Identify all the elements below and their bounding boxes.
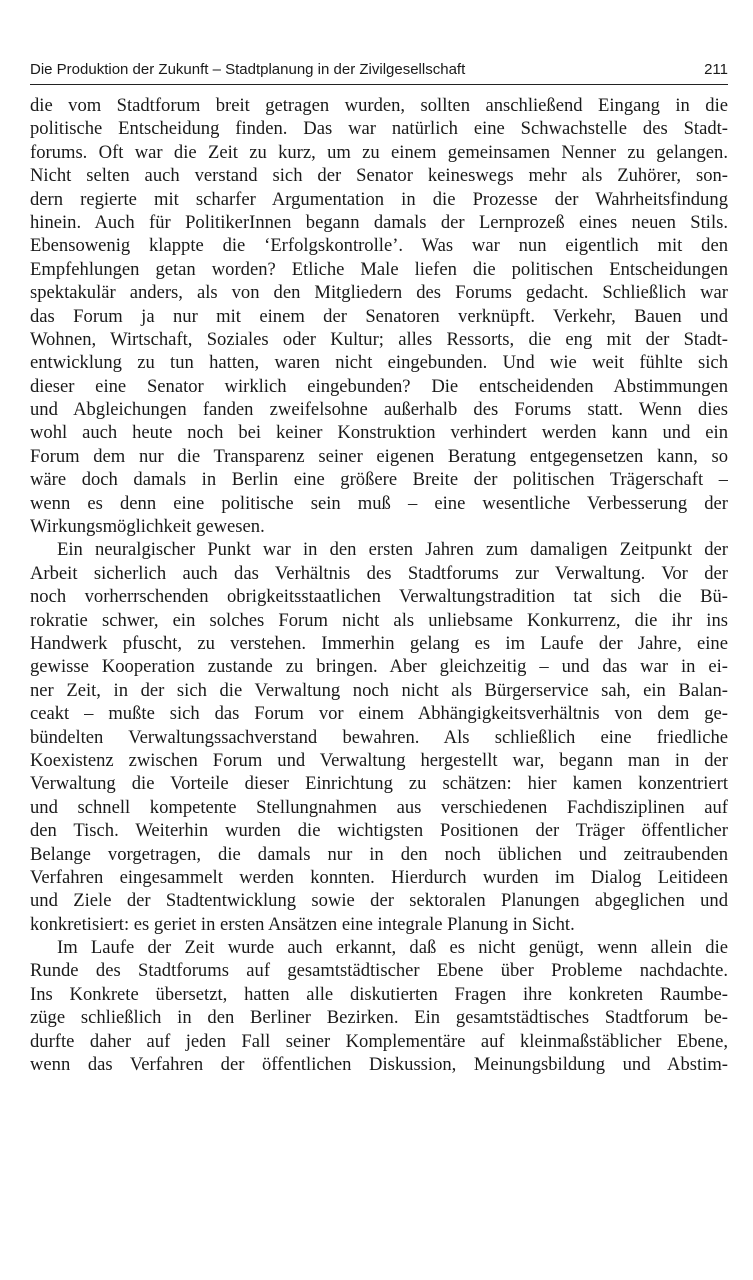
text-line: noch vorherrschenden obrigkeitsstaatlichen Verwaltungstradition tat sich die Bü- (30, 586, 728, 608)
text-line: Forum dem nur die Transparenz seiner eigenen Beratung entgegensetzen kann, so (30, 445, 728, 467)
text-line: Ebensowenig klappte die ‘Erfolgskontrolle’. Was war nun eigentlich mit den (30, 235, 728, 257)
paragraph (30, 936, 728, 1076)
text-line: und Ziele der Stadtentwicklung sowie der sektoralen Planungen abgeglichen und (30, 890, 728, 912)
text-line: entwicklung zu tun hatten, waren nicht eingebunden. Und wie weit fühlte sich (30, 352, 728, 374)
text-line: Koexistenz zwischen Forum und Verwaltung hergestellt war, begann man in der (30, 749, 728, 771)
text-line: Verwaltung die Vorteile dieser Einrichtung zu schätzen: hier kamen konzentriert (30, 773, 728, 795)
text-line: den Tisch. Weiterhin wurden die wichtigsten Positionen der Träger öffentlicher (30, 820, 728, 842)
text-line: wenn es denn eine politische sein muß – eine wesentliche Verbesserung der (30, 492, 728, 514)
text-line: konkretisiert: es geriet in ersten Ansätzen eine integrale Planung in Sicht. (30, 913, 575, 935)
text-line: Im Laufe der Zeit wurde auch erkannt, daß es nicht genügt, wenn allein die (57, 937, 728, 959)
text-line: und Abgleichungen fanden zweifelsohne außerhalb des Forums statt. Wenn dies (30, 399, 728, 421)
text-line: wenn das Verfahren der öffentlichen Diskussion, Meinungsbildung und Abstim- (30, 1054, 728, 1076)
text-line: rokratie schwer, ein solches Forum nicht als unliebsame Konkurrenz, die ihr ins (30, 609, 728, 631)
text-line: dern regierte mit scharfer Argumentation in die Prozesse der Wahrheitsfindung (30, 188, 728, 210)
text-line: durfte daher auf jeden Fall seiner Komplementäre auf kleinmaßstäblicher Ebene, (30, 1030, 728, 1052)
text-line: hinein. Auch für PolitikerInnen begann damals der Lernprozeß eines neuen Stils. (30, 211, 728, 233)
paragraph (30, 94, 728, 538)
text-line: Nicht selten auch verstand sich der Senator keineswegs mehr als Zuhörer, son- (30, 165, 728, 187)
body-text (30, 94, 728, 1076)
text-line: forums. Oft war die Zeit zu kurz, um zu einem gemeinsamen Nenner zu gelangen. (30, 141, 728, 163)
text-line: Ein neuralgischer Punkt war in den ersten Jahren zum damaligen Zeitpunkt der (57, 539, 728, 561)
text-line: Belange vorgetragen, die damals nur in den noch üblichen und zeitraubenden (30, 843, 728, 865)
paragraph (30, 538, 728, 936)
text-line: Ins Konkrete übersetzt, hatten alle diskutierten Fragen ihre konkreten Raumbe- (30, 983, 728, 1005)
text-line: züge schließlich in den Berliner Bezirken. Ein gesamtstädtisches Stadtforum be- (30, 1007, 728, 1029)
text-line: spektakulär anders, als von den Mitgliedern des Forums gedacht. Schließlich war (30, 282, 728, 304)
text-line: Wirkungsmöglichkeit gewesen. (30, 516, 265, 538)
text-line: ner Zeit, in der sich die Verwaltung noch nicht als Bürgerservice sah, ein Balan- (30, 679, 728, 701)
text-line: Empfehlungen getan worden? Etliche Male liefen die politischen Entscheidungen (30, 258, 728, 280)
text-line: bündelten Verwaltungssachverstand bewahren. Als schließlich eine friedliche (30, 726, 728, 748)
text-line: Runde des Stadtforums auf gesamtstädtischer Ebene über Probleme nachdachte. (30, 960, 728, 982)
text-line: Arbeit sicherlich auch das Verhältnis des Stadtforums zur Verwaltung. Vor der (30, 562, 728, 584)
text-line: das Forum ja nur mit einem der Senatoren verknüpft. Verkehr, Bauen und (30, 305, 728, 327)
running-head-title: Die Produktion der Zukunft – Stadtplanung in der Zivilgesellschaft (30, 61, 466, 78)
text-line: Handwerk pfuscht, zu verstehen. Immerhin gelang es im Laufe der Jahre, eine (30, 632, 728, 654)
text-line: Wohnen, Wirtschaft, Soziales oder Kultur; alles Ressorts, die eng mit der Stadt- (30, 328, 728, 350)
page-number: 211 (704, 61, 728, 78)
text-line: wohl auch heute noch bei keiner Konstruktion verhindert werden kann und ein (30, 422, 728, 444)
text-line: wäre doch damals in Berlin eine größere Breite der politischen Trägerschaft – (30, 469, 728, 491)
text-line: politische Entscheidung finden. Das war natürlich eine Schwachstelle des Stadt- (30, 118, 728, 140)
text-line: Verfahren eingesammelt werden konnten. Hierdurch wurden im Dialog Leitideen (30, 866, 728, 888)
running-head (30, 60, 728, 85)
text-line: und schnell kompetente Stellungnahmen aus verschiedenen Fachdisziplinen auf (30, 796, 728, 818)
text-line: gewisse Kooperation zustande zu bringen. Aber gleichzeitig – und das war in ei- (30, 656, 728, 678)
text-line: die vom Stadtforum breit getragen wurden, sollten anschließend Eingang in die (30, 95, 728, 116)
text-line: ceakt – mußte sich das Forum vor einem Abhängigkeitsverhältnis von dem ge- (30, 703, 728, 725)
text-line: dieser eine Senator wirklich eingebunden? Die entscheidenden Abstimmungen (30, 375, 728, 397)
